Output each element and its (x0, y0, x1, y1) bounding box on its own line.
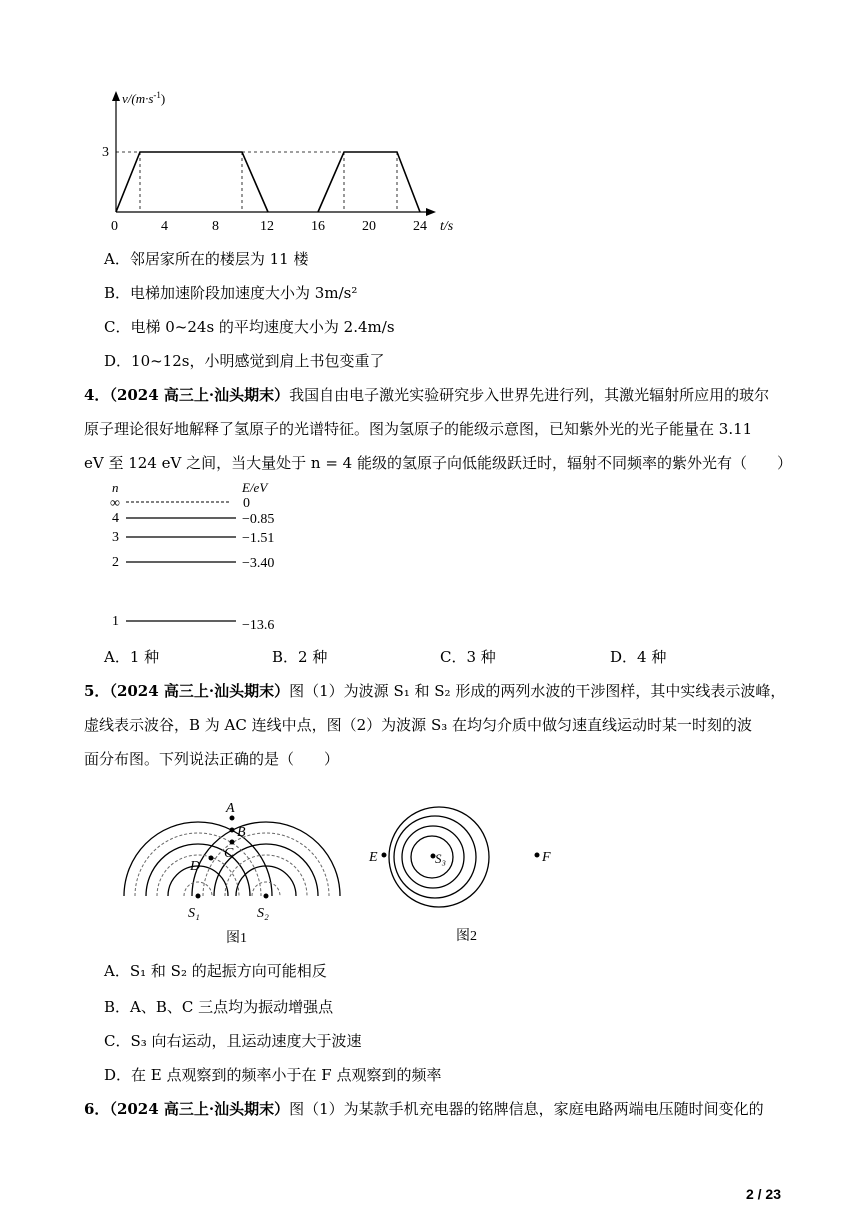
svg-text:−1.51: −1.51 (242, 531, 275, 546)
svg-text:1: 1 (112, 614, 119, 629)
vt-xtick: 8 (212, 219, 219, 234)
svg-text:−13.6: −13.6 (242, 618, 275, 633)
svg-text:n: n (112, 480, 119, 495)
svg-text:E: E (369, 850, 378, 865)
svg-text:4: 4 (112, 511, 119, 526)
svg-text:−3.40: −3.40 (242, 556, 275, 571)
vt-xtick: 16 (311, 219, 325, 234)
svg-text:F: F (542, 850, 551, 865)
q5-line-2: 虚线表示波谷，B 为 AC 连线中点，图（2）为波源 S₃ 在均匀介质中做匀速直线运动时某一时刻的波 (84, 716, 753, 734)
vt-xtick: 4 (161, 219, 168, 234)
svg-text:图2: 图2 (456, 929, 477, 944)
q5-option-c: C．S₃ 向右运动，且运动速度大于波速 (104, 1032, 362, 1050)
q3-option-a: A．邻居家所在的楼层为 11 楼 (104, 250, 309, 268)
q4-line-3: eV 至 124 eV 之间，当大量处于 n = 4 能级的氢原子向低能级跃迁时，辐射不同频率的紫外光有（ ） (84, 454, 792, 472)
page-number: 2 / 23 (745, 1186, 781, 1202)
svg-text:∞: ∞ (110, 496, 120, 511)
svg-text:E/eV: E/eV (242, 480, 268, 495)
svg-text:S₁: S₁ (188, 906, 200, 921)
svg-text:B: B (237, 825, 246, 840)
svg-text:S₃: S₃ (435, 851, 447, 866)
vt-xtick: 24 (413, 219, 427, 234)
q4-line-2: 原子理论很好地解释了氢原子的光谱特征。图为氢原子的能级示意图，已知紫外光的光子能量在 3.11 (84, 420, 753, 438)
svg-text:S₂: S₂ (257, 906, 269, 921)
q6-line-1: 6．（2024 高三上·汕头期末）图（1）为某款手机充电器的铭牌信息，家庭电路两端电压随时间变化的 (84, 1100, 764, 1118)
vt-xtick: 0 (111, 219, 118, 234)
svg-text:C: C (224, 846, 234, 861)
doppler-figure (365, 790, 565, 950)
q5-line-3: 面分布图。下列说法正确的是（ ） (84, 750, 340, 768)
svg-text:A: A (226, 801, 235, 816)
q5-option-d: D．在 E 点观察到的频率小于在 F 点观察到的频率 (104, 1066, 442, 1084)
q4-option-a: A．1 种 (104, 648, 160, 666)
q4-option-b: B．2 种 (272, 648, 328, 666)
vt-segment-2 (318, 152, 420, 212)
q4-option-c: C．3 种 (440, 648, 496, 666)
vt-xtick: 20 (362, 219, 376, 234)
vt-xlabel: t/s (440, 219, 454, 234)
q4-line-1: 4．（2024 高三上·汕头期末）我国自由电子激光实验研究步入世界先进行列，其激光辐射所应用的玻尔 (84, 386, 770, 404)
vt-ylabel: $v/(m\cdot s^{-1})$ (122, 90, 166, 106)
svg-text:图1: 图1 (226, 931, 247, 946)
svg-text:−0.85: −0.85 (242, 512, 275, 527)
svg-text:3: 3 (112, 530, 119, 545)
q3-option-c: C．电梯 0~24s 的平均速度大小为 2.4m/s (104, 318, 395, 336)
q5-line-1: 5．（2024 高三上·汕头期末）图（1）为波源 S₁ 和 S₂ 形成的两列水波的干涉图样，其中实线表示波峰， (84, 682, 786, 700)
q3-option-d: D．10~12s，小明感觉到肩上书包变重了 (104, 352, 385, 370)
q3-option-b: B．电梯加速阶段加速度大小为 3m/s² (104, 284, 358, 302)
svg-text:2: 2 (112, 555, 119, 570)
interference-figure (100, 790, 380, 950)
energy-level-diagram (100, 478, 300, 638)
q5-option-a: A．S₁ 和 S₂ 的起振方向可能相反 (104, 962, 327, 980)
q4-option-d: D．4 种 (610, 648, 667, 666)
vt-segment-1 (116, 152, 268, 212)
svg-text:D: D (190, 859, 201, 874)
svg-text:0: 0 (243, 496, 250, 511)
vt-ytick-3: 3 (102, 145, 109, 160)
vt-xtick: 12 (260, 219, 274, 234)
q5-option-b: B．A、B、C 三点均为振动增强点 (104, 998, 334, 1016)
velocity-time-graph (100, 85, 460, 235)
